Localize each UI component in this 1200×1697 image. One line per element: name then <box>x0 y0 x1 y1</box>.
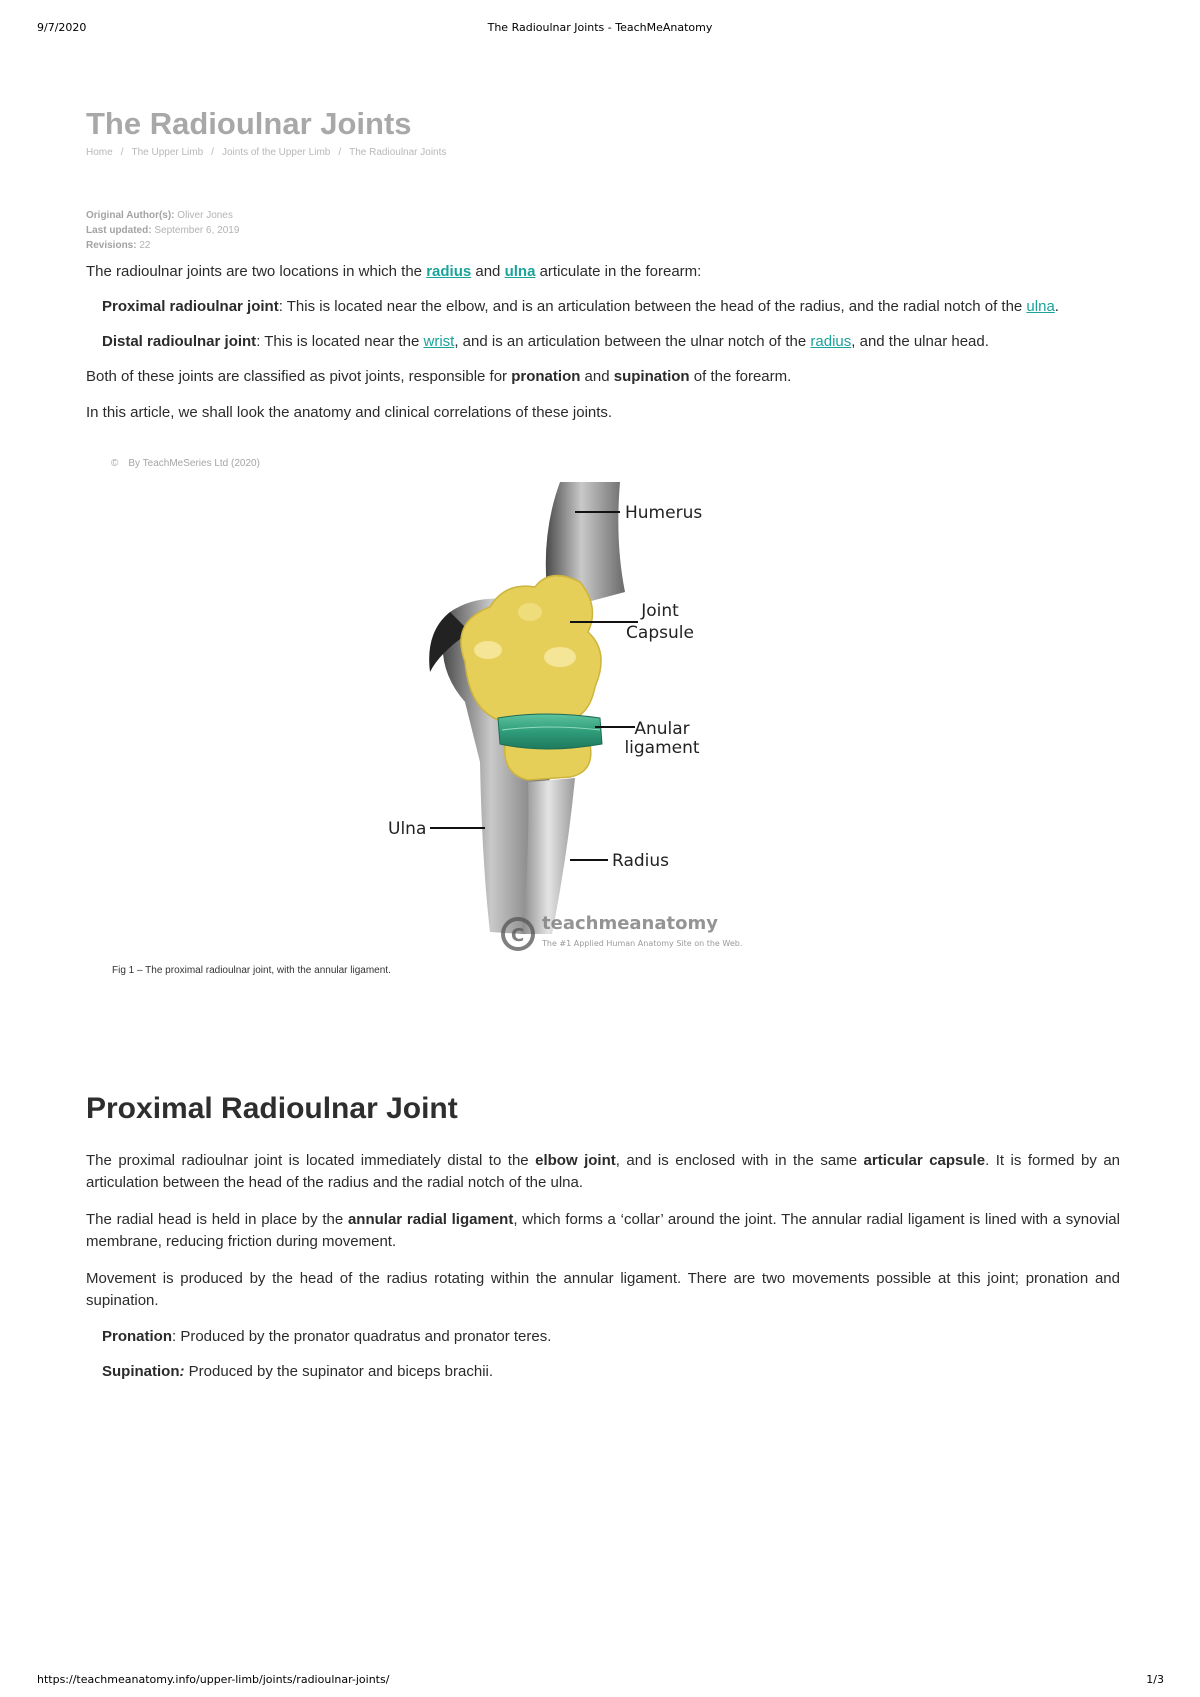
breadcrumb-separator: / <box>338 147 342 158</box>
section-paragraph-2: The radial head is held in place by the annular radial ligament, which forms a ‘collar’ around the joint. The annular radial ligament is lined with a synovial membrane, reducing friction during movement. <box>86 1211 1120 1250</box>
wrist-link[interactable]: wrist <box>423 333 455 350</box>
section-paragraph-1: The proximal radioulnar joint is located immediately distal to the elbow joint, and is enclosed with in the same articular capsule. It is formed by an articulation between the head of the radius and the radial notch of the ulna. <box>86 1152 1121 1191</box>
capsule-highlight <box>544 647 576 667</box>
radius-bone <box>522 778 575 934</box>
print-title: The Radioulnar Joints - TeachMeAnatomy <box>487 21 713 34</box>
ulna-link[interactable]: ulna <box>504 263 536 280</box>
label-anular: Anular <box>634 719 690 739</box>
capsule-highlight <box>474 641 502 659</box>
label-joint: Joint <box>641 601 679 621</box>
breadcrumb <box>86 147 446 158</box>
print-date: 9/7/2020 <box>37 21 87 34</box>
radius-link-2[interactable]: radius <box>810 333 852 350</box>
watermark-text: teachmeanatomy <box>542 913 718 934</box>
capsule-highlight <box>518 603 542 621</box>
list-item-proximal: Proximal radioulnar joint: This is located near the elbow, and is an articulation between the head of the radius, and the radial notch of the ulna. <box>102 298 1059 315</box>
elbow-figure <box>388 482 830 952</box>
elbow-diagram <box>388 482 830 952</box>
figure-caption: Fig 1 – The proximal radioulnar joint, with the annular ligament. <box>112 965 391 976</box>
meta-revisions: Revisions: 22 <box>86 240 151 251</box>
label-humerus: Humerus <box>625 503 703 523</box>
breadcrumb-joints-upper-limb[interactable]: Joints of the Upper Limb <box>221 147 331 158</box>
section-paragraph-3: Movement is produced by the head of the radius rotating within the annular ligament. There are two movements possible at this joint; pronation and supination. <box>86 1270 1120 1309</box>
pivot-paragraph: Both of these joints are classified as pivot joints, responsible for pronation and supination of the forearm. <box>86 368 792 385</box>
figure-copyright: © By TeachMeSeries Ltd (2020) <box>111 458 260 469</box>
ulna-link-2[interactable]: ulna <box>1026 298 1055 315</box>
label-capsule: Capsule <box>626 623 694 643</box>
article-meta <box>86 208 239 253</box>
breadcrumb-current: The Radioulnar Joints <box>349 147 447 158</box>
svg-text:C: C <box>511 925 525 946</box>
breadcrumb-separator: / <box>120 147 124 158</box>
radius-link[interactable]: radius <box>426 263 472 280</box>
article-note-paragraph: In this article, we shall look the anatomy and clinical correlations of these joints. <box>86 404 613 421</box>
list-item-supination: Supination: Produced by the supinator and biceps brachii. <box>102 1363 494 1380</box>
intro-paragraph: The radioulnar joints are two locations in which the radius and ulna articulate in the forearm: <box>86 263 702 280</box>
label-radius: Radius <box>612 851 670 871</box>
meta-author: Original Author(s): Oliver Jones <box>86 210 233 221</box>
breadcrumb-separator: / <box>211 147 214 158</box>
page-title: The Radioulnar Joints <box>86 106 412 141</box>
list-item-pronation: Pronation: Produced by the pronator quadratus and pronator teres. <box>102 1328 552 1345</box>
breadcrumb-upper-limb[interactable]: The Upper Limb <box>131 147 204 158</box>
annular-ligament <box>498 714 602 749</box>
watermark-subtext: The #1 Applied Human Anatomy Site on the Web. <box>542 939 743 948</box>
breadcrumb-home[interactable]: Home <box>86 147 113 158</box>
print-page-number: 1/3 <box>1146 1673 1164 1686</box>
meta-updated: Last updated: September 6, 2019 <box>86 225 240 236</box>
label-ulna: Ulna <box>388 819 427 839</box>
print-url: https://teachmeanatomy.info/upper-limb/joints/radioulnar-joints/ <box>37 1673 390 1686</box>
list-item-distal: Distal radioulnar joint: This is located near the wrist, and is an articulation between the ulnar notch of the radius, and the ulnar head. <box>102 333 989 350</box>
section-title: Proximal Radioulnar Joint <box>86 1092 458 1125</box>
label-ligament: ligament <box>624 738 700 758</box>
copyright-icon: © <box>111 458 119 469</box>
